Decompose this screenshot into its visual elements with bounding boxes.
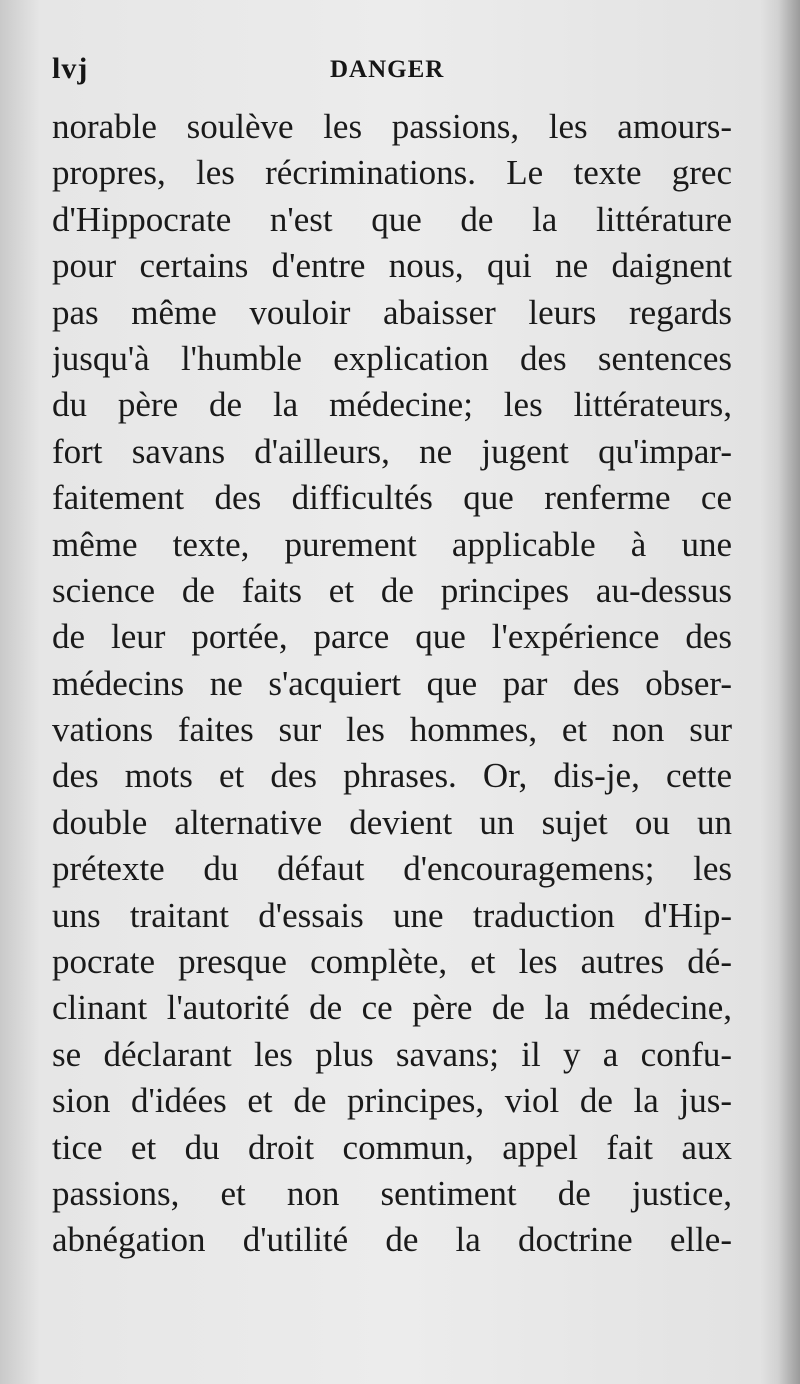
text-line: faitement des difficultés que renferme ce [52, 478, 732, 518]
text-line: propres, les récriminations. Le texte grec [52, 153, 732, 193]
text-line: norable soulève les passions, les amours- [52, 107, 732, 146]
text-line: pocrate presque complète, et les autres dé- [52, 942, 732, 982]
text-line: abnégation d'utilité de la doctrine elle- [52, 1220, 732, 1260]
text-line: de leur portée, parce que l'expérience des [52, 617, 732, 657]
text-line: jusqu'à l'humble explication des sentences [52, 338, 732, 378]
page-edge-shadow [778, 0, 800, 1384]
text-line: clinant l'autorité de ce père de la médecine, [52, 988, 732, 1028]
page-number: lvj [52, 52, 89, 85]
text-line: même texte, purement applicable à une [52, 524, 732, 564]
text-line: du père de la médecine; les littérateurs, [52, 385, 732, 425]
text-line: sion d'idées et de principes, viol de la jus- [52, 1081, 732, 1121]
text-line: prétexte du défaut d'encouragemens; les [52, 849, 732, 889]
text-line: des mots et des phrases. Or, dis-je, cette [52, 756, 732, 796]
running-head: DANGER [330, 56, 445, 83]
text-line: uns traitant d'essais une traduction d'Hip- [52, 895, 732, 935]
text-line: fort savans d'ailleurs, ne jugent qu'impar- [52, 431, 732, 471]
text-line: médecins ne s'acquiert que par des obser- [52, 663, 732, 703]
text-line: tice et du droit commun, appel fait aux [52, 1127, 732, 1167]
text-line: passions, et non sentiment de justice, [52, 1173, 732, 1213]
text-line: pour certains d'entre nous, qui ne daignent [52, 246, 732, 286]
text-line: se déclarant les plus savans; il y a confu- [52, 1034, 732, 1074]
body-text [52, 104, 732, 1264]
text-line: double alternative devient un sujet ou un [52, 802, 732, 842]
text-line: d'Hippocrate n'est que de la littérature [52, 199, 732, 239]
page-header [48, 52, 738, 96]
text-line: vations faites sur les hommes, et non sur [52, 710, 732, 750]
text-line: pas même vouloir abaisser leurs regards [52, 292, 732, 332]
text-line: science de faits et de principes au-dessus [52, 570, 732, 610]
